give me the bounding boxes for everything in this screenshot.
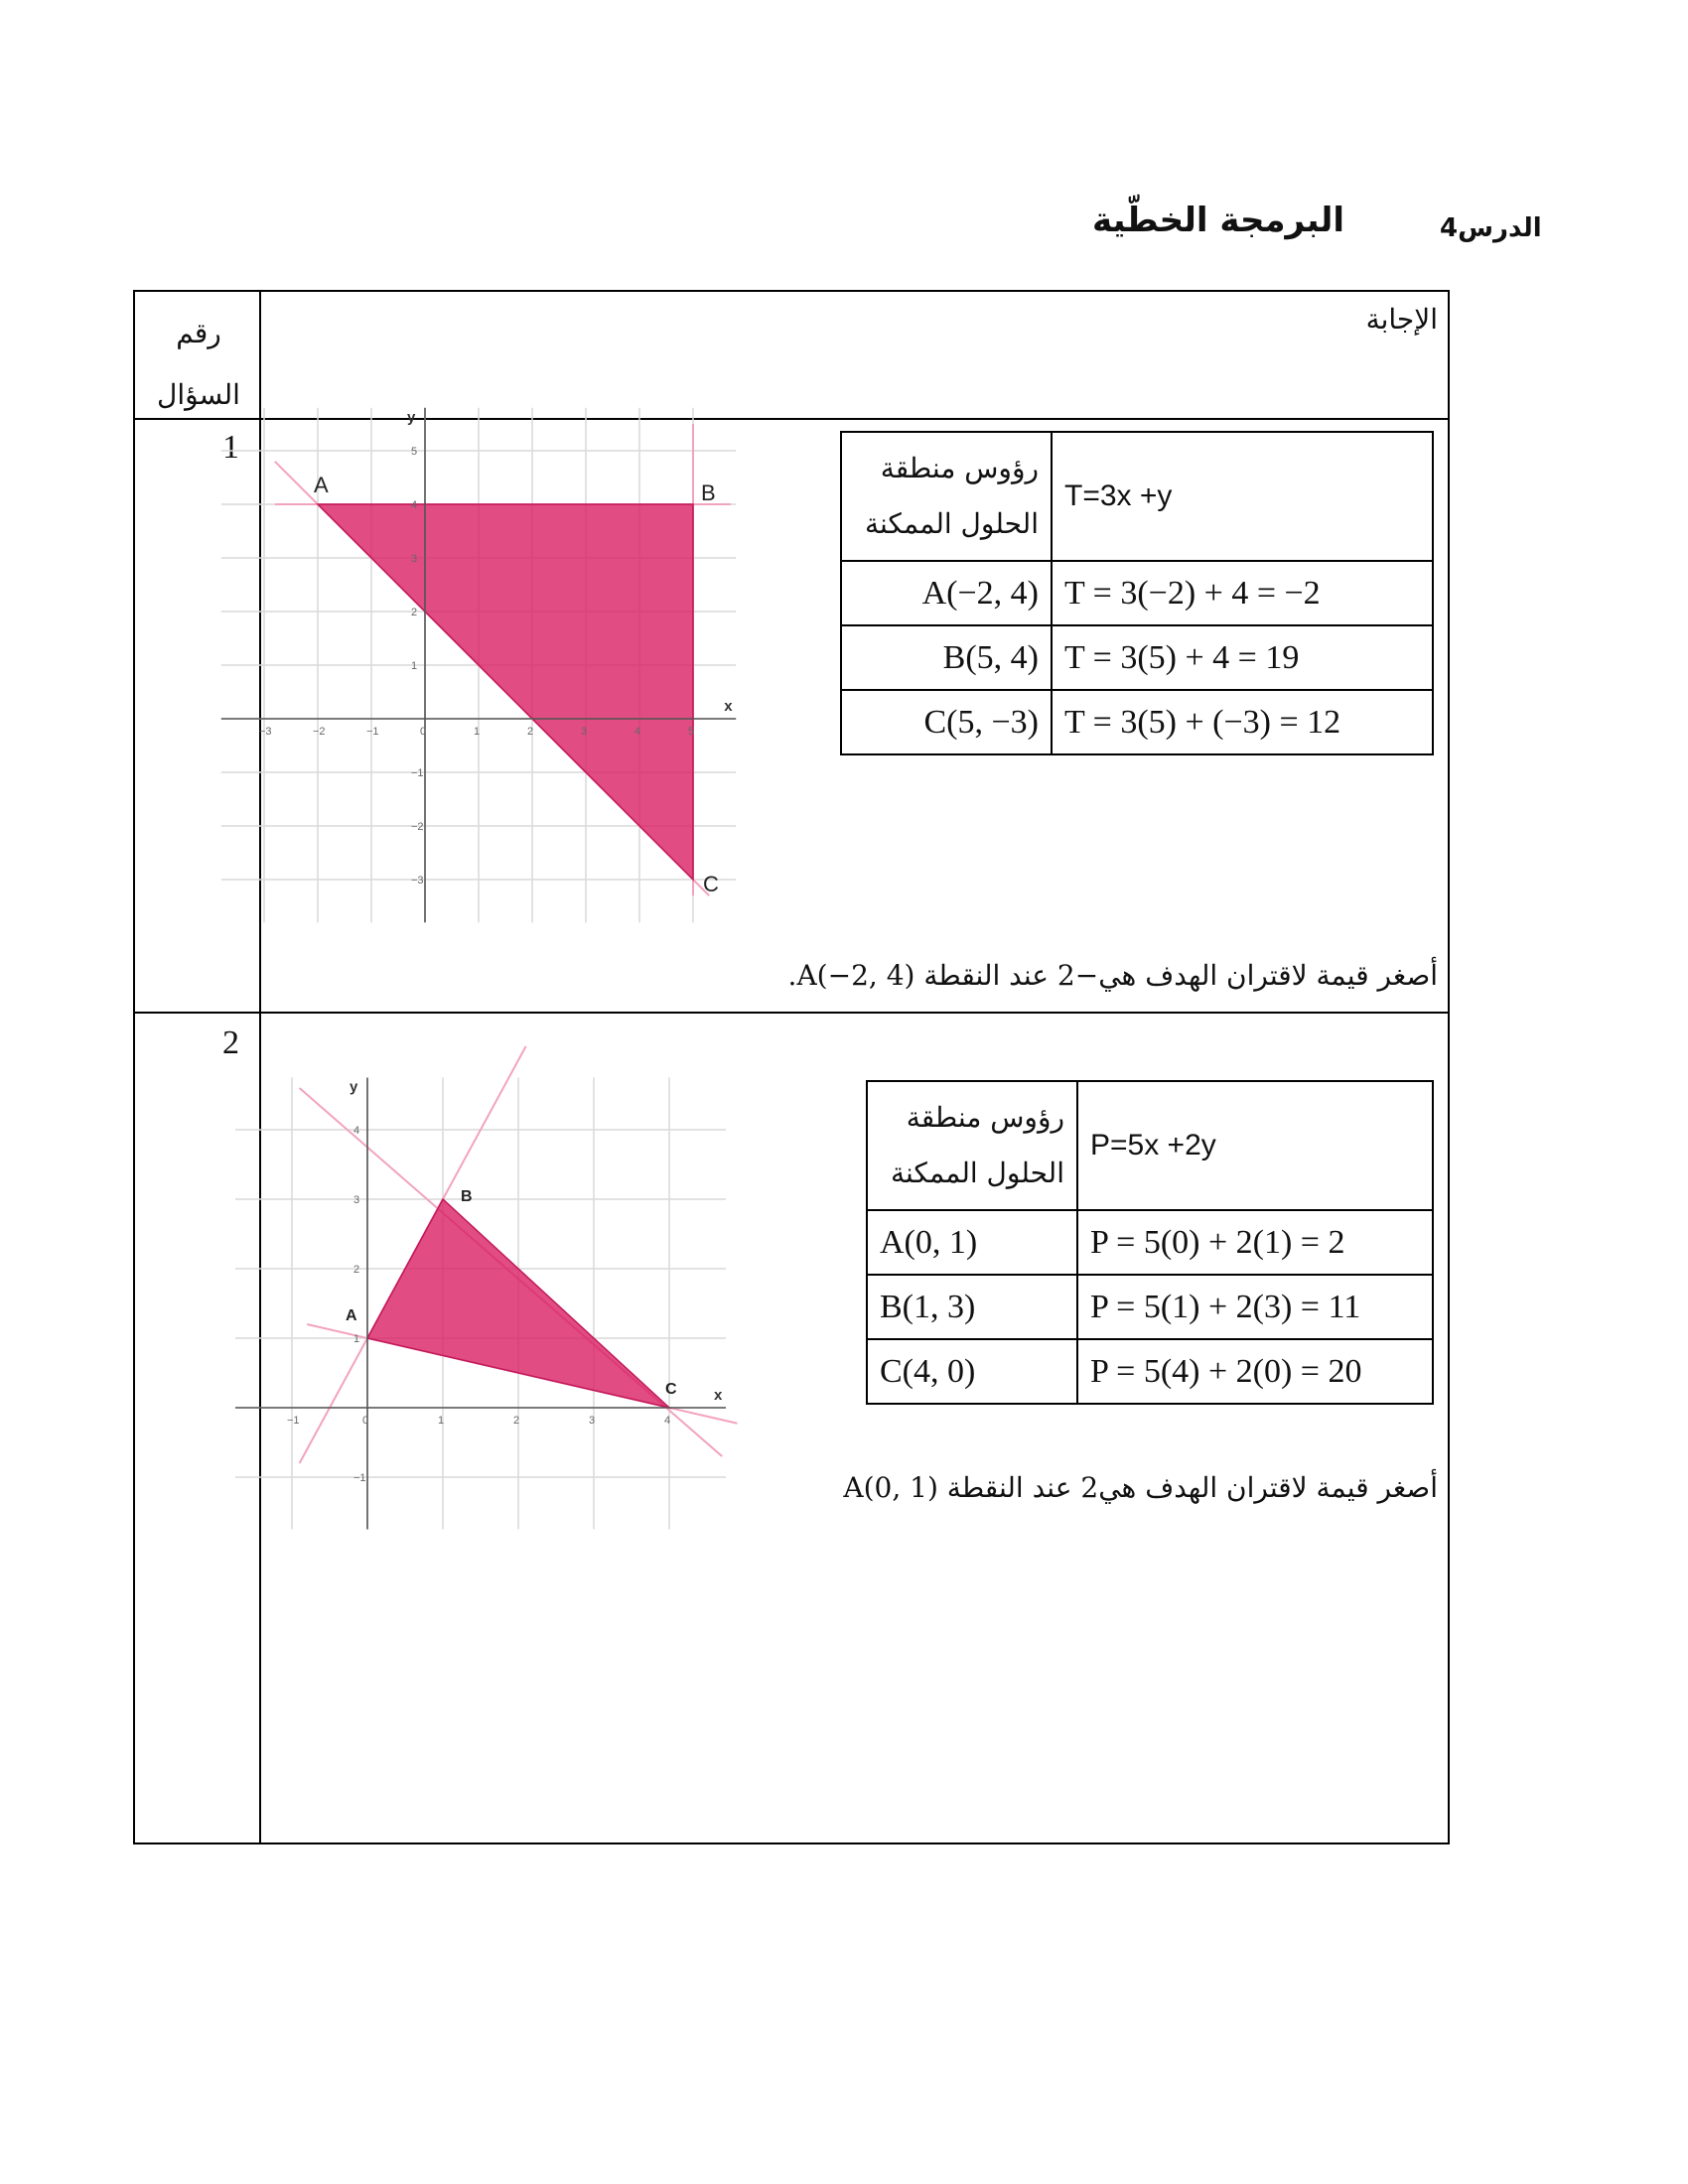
x-tick-label: −3 [259, 726, 272, 738]
question-number: 1 [222, 429, 239, 466]
page-title: البرمجة الخطّية [1092, 201, 1345, 240]
y-tick-label: 5 [411, 446, 418, 458]
question-number-header: رقم السؤال [157, 317, 240, 411]
value-cell: P = 5(4) + 2(0) = 20 [1077, 1339, 1433, 1404]
objective-function: T=3x +y [1052, 432, 1433, 561]
column-divider [259, 290, 261, 1844]
feasible-region [318, 504, 693, 880]
values-table-q2 [866, 1080, 1434, 1405]
y-tick-label: 3 [353, 1194, 360, 1206]
y-tick-label: −1 [353, 1472, 366, 1484]
values-table-q1 [840, 431, 1434, 755]
x-tick-label: 0 [362, 1415, 369, 1427]
y-axis-label: y [407, 408, 416, 426]
vertex-cell: A(−2, 4) [841, 561, 1052, 625]
x-tick-label: 5 [688, 726, 695, 738]
y-tick-label: 1 [353, 1333, 360, 1345]
point-label: C [703, 872, 719, 896]
graph-q1 [259, 408, 768, 903]
question-number: 2 [222, 1024, 239, 1061]
point-label: B [461, 1188, 473, 1205]
vertex-cell: B(1, 3) [867, 1275, 1077, 1339]
y-tick-label: −1 [411, 767, 424, 779]
conclusion-q1: أصغر قيمة لاقتران الهدف هي−2 عند النقطة (4 ,2−)A. [787, 959, 1438, 992]
y-tick-label: 1 [411, 660, 418, 672]
x-tick-label: 4 [664, 1415, 671, 1427]
x-tick-label: 1 [438, 1415, 445, 1427]
row-divider [133, 1012, 1450, 1014]
x-tick-label: 2 [527, 726, 534, 738]
x-tick-label: −1 [366, 726, 379, 738]
x-tick-label: 1 [474, 726, 481, 738]
vertex-header: رؤوس منطقة الحلول الممكنة [867, 1081, 1077, 1210]
vertex-cell: C(5, −3) [841, 690, 1052, 754]
vertex-cell: B(5, 4) [841, 625, 1052, 690]
value-cell: P = 5(1) + 2(3) = 11 [1077, 1275, 1433, 1339]
vertex-header: رؤوس منطقة الحلول الممكنة [841, 432, 1052, 561]
y-tick-label: 3 [411, 553, 418, 565]
x-tick-label: 2 [513, 1415, 520, 1427]
x-tick-label: 4 [634, 726, 641, 738]
point-label: C [665, 1381, 677, 1398]
value-cell: T = 3(5) + 4 = 19 [1052, 625, 1433, 690]
x-tick-label: −2 [313, 726, 326, 738]
y-tick-label: 2 [411, 607, 418, 618]
point-label: A [346, 1307, 357, 1324]
x-tick-label: −1 [287, 1415, 300, 1427]
y-tick-label: −2 [411, 821, 424, 833]
y-tick-label: 4 [411, 499, 418, 511]
value-cell: P = 5(0) + 2(1) = 2 [1077, 1210, 1433, 1275]
graph-q2 [288, 1042, 765, 1499]
y-tick-label: 4 [353, 1125, 360, 1137]
y-tick-label: 2 [353, 1264, 360, 1276]
conclusion-q2: أصغر قيمة لاقتران الهدف هي2 عند النقطة (1 ,0)A [843, 1471, 1438, 1504]
row-divider [133, 418, 1450, 420]
x-axis-label: x [724, 698, 733, 715]
x-axis-label: x [714, 1387, 723, 1404]
point-label: A [314, 473, 329, 497]
point-label: B [701, 480, 716, 505]
y-tick-label: −3 [411, 875, 424, 887]
x-tick-label: 3 [581, 726, 588, 738]
lesson-label: الدرس4 [1440, 213, 1542, 243]
value-cell: T = 3(5) + (−3) = 12 [1052, 690, 1433, 754]
y-axis-label: y [350, 1078, 358, 1096]
x-tick-label: 3 [589, 1415, 596, 1427]
value-cell: T = 3(−2) + 4 = −2 [1052, 561, 1433, 625]
vertex-cell: C(4, 0) [867, 1339, 1077, 1404]
vertex-cell: A(0, 1) [867, 1210, 1077, 1275]
answer-header: الإجابة [1365, 303, 1438, 336]
objective-function: P=5x +2y [1077, 1081, 1433, 1210]
x-tick-label: 0 [420, 726, 427, 738]
